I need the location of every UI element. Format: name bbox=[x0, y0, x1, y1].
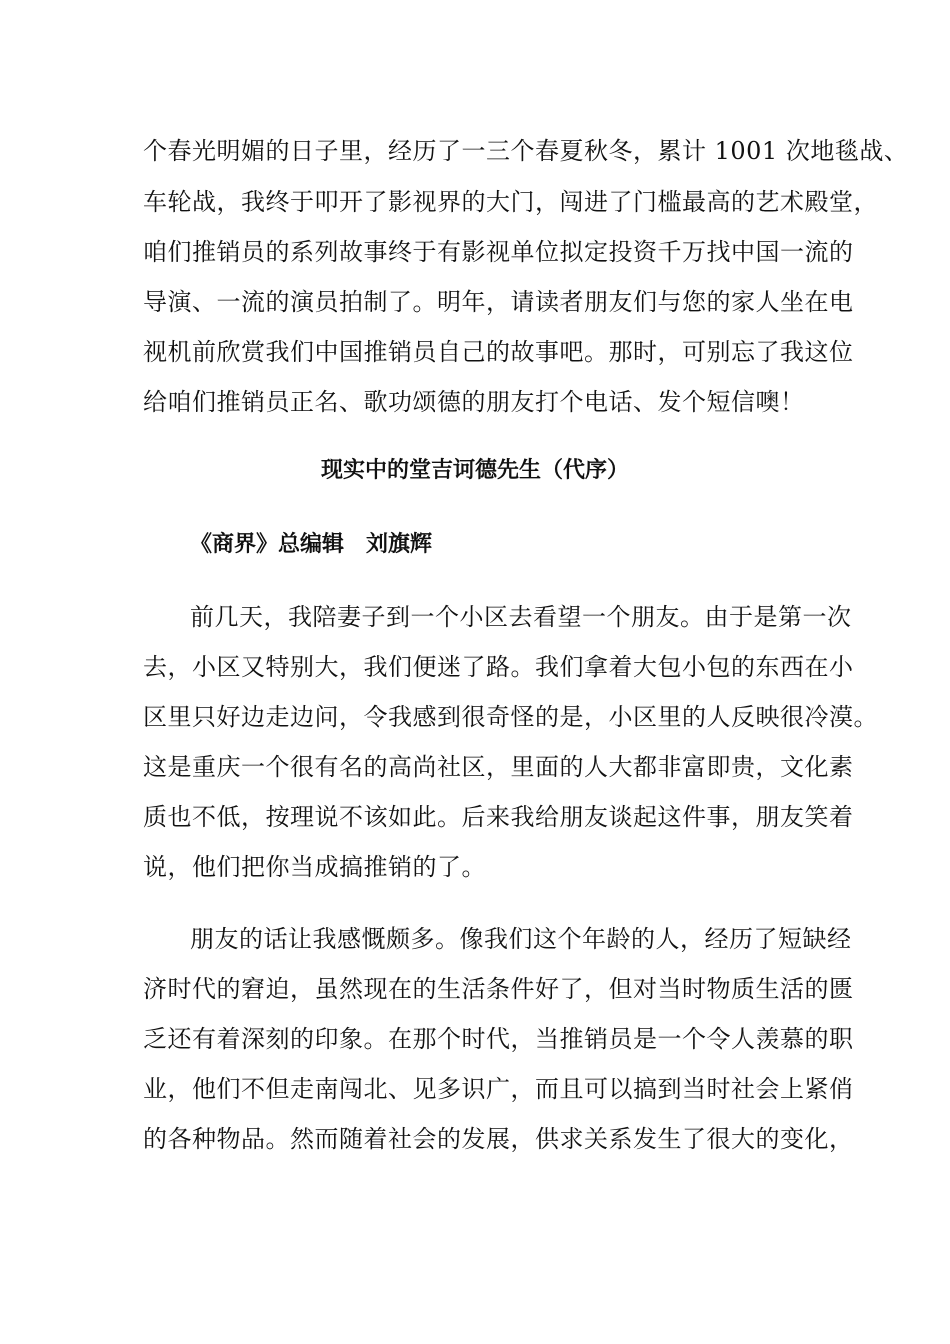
intro-line: 个春光明媚的日子里，经历了一三个春夏秋冬，累计 1001 次地毯战、 bbox=[143, 137, 909, 165]
paragraph-line: 业，他们不但走南闯北、见多识广，而且可以搞到当时社会上紧俏 bbox=[143, 1075, 854, 1103]
paragraph-line: 去，小区又特别大，我们便迷了路。我们拿着大包小包的东西在小 bbox=[143, 653, 854, 681]
intro-line: 咱们推销员的系列故事终于有影视单位拟定投资千万找中国一流的 bbox=[143, 238, 854, 266]
paragraph-line: 前几天，我陪妻子到一个小区去看望一个朋友。由于是第一次 bbox=[190, 603, 852, 631]
intro-line: 视机前欣赏我们中国推销员自己的故事吧。那时，可别忘了我这位 bbox=[143, 338, 854, 366]
paragraph-line: 乏还有着深刻的印象。在那个时代，当推销员是一个令人羡慕的职 bbox=[143, 1025, 854, 1053]
paragraph-line: 朋友的话让我感慨颇多。像我们这个年龄的人，经历了短缺经 bbox=[190, 925, 852, 953]
intro-line: 导演、一流的演员拍制了。明年，请读者朋友们与您的家人坐在电 bbox=[143, 288, 854, 316]
paragraph-line: 说，他们把你当成搞推销的了。 bbox=[143, 853, 486, 881]
intro-line: 给咱们推销员正名、歌功颂德的朋友打个电话、发个短信噢！ bbox=[143, 388, 805, 416]
intro-line: 车轮战，我终于叩开了影视界的大门，闯进了门槛最高的艺术殿堂， bbox=[143, 188, 878, 216]
byline: 《商界》总编辑 刘旗辉 bbox=[190, 532, 433, 557]
paragraph-line: 济时代的窘迫，虽然现在的生活条件好了，但对当时物质生活的匮 bbox=[143, 975, 854, 1003]
paragraph-line: 的各种物品。然而随着社会的发展，供求关系发生了很大的变化， bbox=[143, 1125, 854, 1153]
paragraph-line: 区里只好边走边问，令我感到很奇怪的是，小区里的人反映很冷漠。 bbox=[143, 703, 878, 731]
paragraph-line: 这是重庆一个很有名的高尚社区，里面的人大都非富即贵，文化素 bbox=[143, 753, 854, 781]
paragraph-line: 质也不低，按理说不该如此。后来我给朋友谈起这件事，朋友笑着 bbox=[143, 803, 854, 831]
section-title: 现实中的堂吉诃德先生（代序） bbox=[320, 458, 629, 483]
